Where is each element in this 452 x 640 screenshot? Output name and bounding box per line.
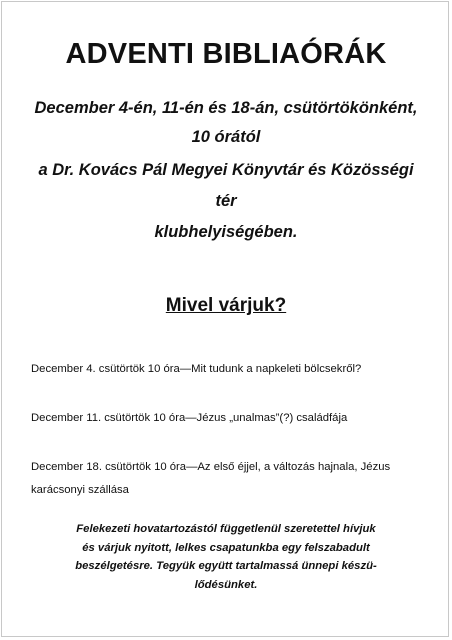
intro-line-venue: a Dr. Kovács Pál Megyei Könyvtár és Közösségi [38,161,414,179]
page-title: ADVENTI BIBLIAÓRÁK [65,38,387,70]
closing-line: Felekezeti hovatartozástól függetlenül szeretettel hívjuk [76,523,376,535]
closing-line: lődésünket. [194,578,258,591]
program-item-dec-18: December 18. csütörtök 10 óra—Az első éjjel, a változás hajnala, Jézus karácsonyi szállása [31,461,391,496]
program-item-dec-4: December 4. csütörtök 10 óra—Mit tudunk a napkeleti bölcsekről? [31,363,362,375]
closing-line: beszélgetésre. Tegyük együtt tartalmassá ünnepi készü- [75,560,377,572]
intro-line-time: 10 órától [191,128,261,146]
program-item-dec-11: December 11. csütörtök 10 óra—Jézus „unalmas”(?) családfája [31,412,348,424]
closing-invitation [30,520,422,594]
intro-line-room: klubhelyiségében. [154,223,298,241]
section-heading: Mivel várjuk? [165,295,287,316]
closing-line: és várjuk nyitott, lelkes csapatunkba egy felszabadult [82,541,370,554]
intro-line-dates: December 4-én, 11-én és 18-án, csütörtökönként, [34,99,418,117]
intro-line-venue-continued: tér [215,192,237,210]
